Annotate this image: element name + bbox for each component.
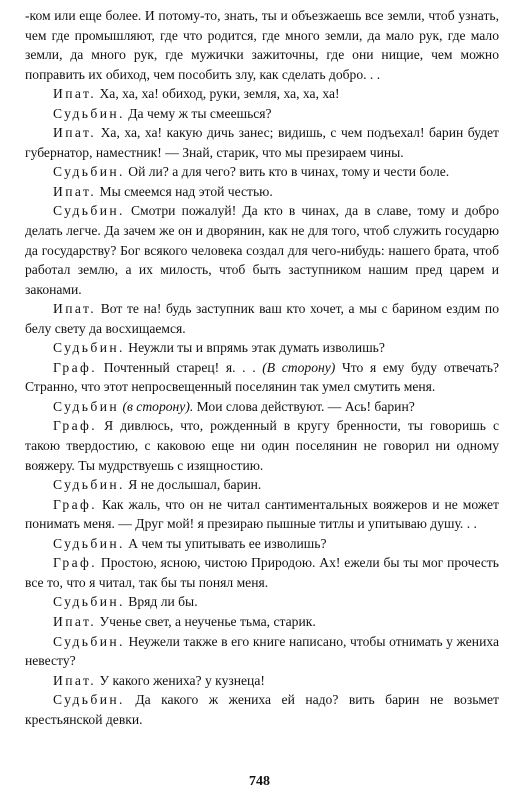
speaker-name: Судьбин. [53,633,125,649]
speech-text: Вот те на! будь заступник ваш кто хочет, а мы с барином ездим по белу свету да восхищаемся. [25,301,499,336]
speech-text: Да какого ж жениха ей надо? вить барин не возьмет крестьянской девки. [25,692,499,727]
speaker-name: Судьбин. [53,105,125,121]
speech-text: Смотри пожалуй! Да кто в чинах, да в славе, тому и добро делать легче. Да зачем же он и дворянин, как не для того, чтоб служить государю да государству? Бог всякого человека создал для чего-нибудь: нашего брата, чтоб работал землю, а их милость, чтоб быть заступником нашим пред царем и законами. [25,203,499,297]
paragraph [25,397,499,417]
speaker-name: Граф. [53,359,98,375]
speaker-name: Граф. [53,418,98,434]
paragraph [25,201,499,299]
page-number: 748 [249,774,270,789]
speaker-name: Ипат. [53,183,97,199]
speech-text: Простою, ясною, чистою Природою. Ах! ежели бы ты мог прочесть все то, что я читал, так бы ты понял меня. [25,555,499,590]
speaker-name: Судьбин. [53,477,125,493]
paragraph [25,84,499,104]
stage-direction: (в сторону). [122,398,194,414]
paragraph [25,162,499,182]
speaker-name: Ипат. [53,86,97,102]
speaker-name: Ипат. [53,301,97,317]
speaker-name: Судьбин. [53,340,125,356]
speaker-name: Судьбин. [53,594,125,610]
speaker-name: Ипат. [53,613,97,629]
speaker-name: Судьбин. [53,692,125,708]
paragraph [25,592,499,612]
speech-text: Неужели также в его книге написано, чтобы отнимать у жениха невесту? [25,633,499,669]
speech-text: Ой ли? а для чего? вить кто в чинах, тому и чести боле. [124,164,450,180]
speaker-name: Ипат. [53,125,97,141]
paragraph [25,358,499,397]
page-text [25,6,499,729]
speaker-name: Судьбин [53,398,120,414]
speech-text: Неужли ты и впрямь этак думать изволишь? [124,340,385,356]
paragraph [25,690,499,729]
paragraph [25,612,499,632]
speech-text: Ученье свет, а неученье тьма, старик. [96,613,316,629]
paragraph [25,553,499,592]
speech-text: Ха, ха, ха! какую дичь занес; видишь, с чем подъехал! барин будет губернатор, наместник! — Знай, старик, что мы презираем чины. [25,125,499,160]
speaker-name: Судьбин. [53,203,125,219]
paragraph [25,416,499,475]
speech-text: Да чему ж ты смеешься? [124,105,272,121]
paragraph [25,671,499,691]
paragraph [25,104,499,124]
paragraph [25,475,499,495]
paragraph [25,632,499,671]
speech-text: Ха, ха, ха! обиход, руки, земля, ха, ха, ха! [96,86,340,102]
speech-text: А чем ты упитывать ее изволишь? [124,535,327,551]
speaker-name: Граф. [53,555,98,571]
paragraph [25,182,499,202]
paragraph [25,123,499,162]
speech-text: Почтенный старец! я. . . [97,359,263,375]
paragraph [25,495,499,534]
speaker-name: Ипат. [53,672,97,688]
speech-text: Я дивлюсь, что, рожденный в кругу бренности, ты говоришь с такою твердостию, с каковою еще ни один поселянин не говорил ни одному вояжеру. Ты мудрствуешь с изящностию. [25,418,499,473]
speaker-name: Судьбин. [53,164,125,180]
paragraph [25,6,499,84]
speech-text: -ком или еще более. И потому-то, знать, ты и объезжаешь все земли, чтоб узнать, чем где промышляют, где что родится, где много земли, да мало рук, где мало земли, да много рук, где мужички зажиточны, где они нищие, чем можно поправить их обиход, чем пособить злу, как сделать добро. . . [25,8,499,82]
speech-text: Мои слова действуют. — Ась! барин? [193,398,415,414]
speech-text: Что я ему буду отвечать? Странно, что этот непросвещенный поселянин так умел смутить меня. [25,359,499,395]
speech-text: Я не дослышал, барин. [124,477,262,493]
paragraph [25,534,499,554]
paragraph [25,299,499,338]
stage-direction: (В сторону) [262,359,336,375]
speaker-name: Судьбин. [53,535,125,551]
speech-text: У какого жениха? у кузнеца! [96,672,265,688]
speech-text: Как жаль, что он не читал сантиментальных вояжеров и не может понимать меня. — Друг мой! я презираю пышные титлы и упитываю душу. . . [25,496,499,532]
speech-text: Мы смеемся над этой честью. [96,183,273,199]
speech-text: Вряд ли бы. [124,594,198,610]
paragraph [25,338,499,358]
speaker-name: Граф. [53,496,98,512]
